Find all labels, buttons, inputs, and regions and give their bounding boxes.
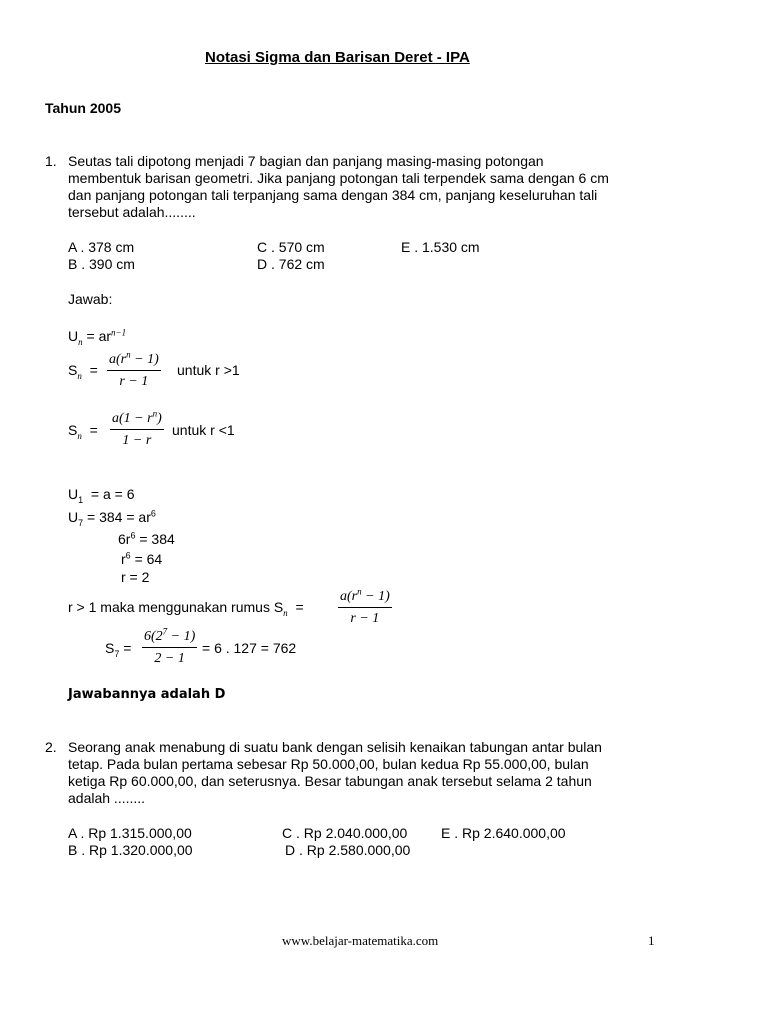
s7-fraction: $\frac{6(2^7 - 1)}{2 - 1}$ [144, 626, 196, 666]
section-heading: Tahun 2005 [45, 100, 121, 116]
step-6r6: $6r^6 = 384$ [118, 530, 175, 547]
question-2-option-a: A . Rp 1.315.000,00 [68, 825, 192, 841]
step-u7: $U_7 = 384 = ar^6$ [68, 508, 156, 528]
page-number: 1 [648, 933, 655, 948]
question-1-option-b: B . 390 cm [68, 256, 135, 272]
jawab-label: Jawab: [68, 291, 113, 307]
sn-fraction-2: $\frac{a(1 - r^n)}{1 - r}$ [112, 408, 162, 448]
question-2-option-b: B . Rp 1.320.000,00 [68, 842, 193, 858]
question-1-answer: Jawabannya adalah D [68, 687, 226, 702]
s7-result: = 6 . 127 = 762 [202, 640, 297, 656]
question-2-line-1: Seorang anak menabung di suatu bank dengan selisih kenaikan tabungan antar bulan [68, 739, 602, 755]
step-r6: $r^6 = 64$ [121, 550, 163, 567]
question-2-option-d: D . Rp 2.580.000,00 [285, 842, 411, 858]
question-2-line-2: tetap. Pada bulan pertama sebesar Rp 50.000,00, bulan kedua Rp 55.000,00, bulan [68, 756, 589, 772]
question-1-option-e: E . 1.530 cm [401, 239, 480, 255]
question-1-number: 1. [45, 153, 57, 169]
page-title: Notasi Sigma dan Barisan Deret - IPA [205, 49, 470, 66]
sn-condition-1: untuk r >1 [177, 362, 240, 378]
sn-fraction-1: $\frac{a(r^n - 1)}{r - 1}$ [109, 349, 159, 389]
un-formula: $U_n = ar^{n-1}$ [68, 327, 127, 347]
question-1-line-1: Seutas tali dipotong menjadi 7 bagian dan panjang masing-masing potongan [68, 153, 544, 169]
rule-text: r > 1 maka menggunakan rumus $S_n$ = [68, 599, 304, 618]
un-rhs: = ar [86, 328, 112, 344]
footer-url: www.belajar-matematika.com [282, 933, 439, 948]
question-2-option-e: E . Rp 2.640.000,00 [441, 825, 566, 841]
question-2-line-4: adalah ........ [68, 790, 146, 806]
question-1-line-3: dan panjang potongan tali terpanjang sama dengan 384 cm, panjang keseluruhan tali [68, 187, 598, 203]
question-2-line-3: ketiga Rp 60.000,00, dan seterusnya. Besar tabungan anak tersebut selama 2 tahun [68, 773, 592, 789]
question-1-line-4: tersebut adalah........ [68, 204, 196, 220]
sn-label-2: $S_n$ = [68, 422, 98, 441]
step-r: r = 2 [121, 569, 150, 585]
step-u1: $U_1 = a = 6$ [68, 486, 135, 505]
question-1-line-2: membentuk barisan geometri. Jika panjang potongan tali terpendek sama dengan 6 cm [68, 170, 609, 186]
rule-fraction: $\frac{a(r^n - 1)}{r - 1}$ [340, 586, 390, 626]
question-1-option-c: C . 570 cm [257, 239, 325, 255]
question-2-number: 2. [45, 739, 57, 755]
sn-label-1: $S_n$ = [68, 362, 98, 381]
s7-label: $S_7$ = [105, 640, 132, 659]
un-symbol: U [68, 328, 79, 344]
question-1-option-a: A . 378 cm [68, 239, 135, 255]
question-1-option-d: D . 762 cm [257, 256, 325, 272]
sn-condition-2: untuk r <1 [172, 422, 235, 438]
question-2-option-c: C . Rp 2.040.000,00 [282, 825, 408, 841]
